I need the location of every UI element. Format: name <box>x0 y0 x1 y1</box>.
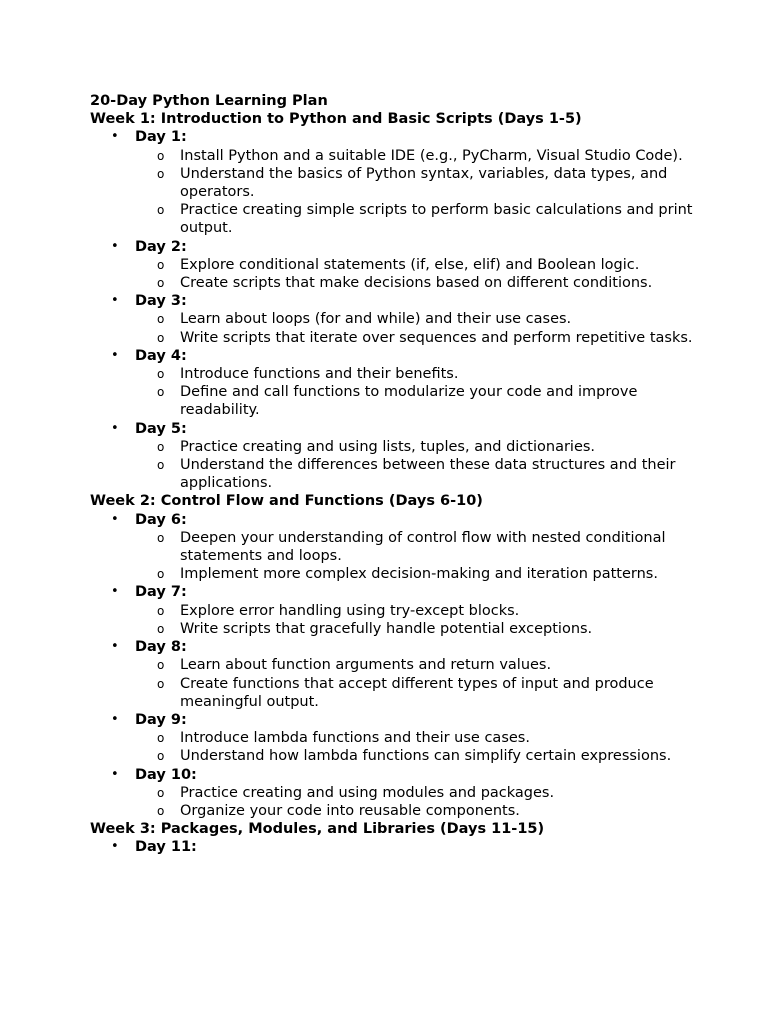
day-item <box>90 638 710 711</box>
week-section <box>90 110 710 492</box>
task-item <box>135 329 710 347</box>
task-item <box>135 201 710 237</box>
circle-bullet-icon: o <box>157 330 165 345</box>
task-item <box>135 729 710 747</box>
task-item <box>135 383 710 419</box>
circle-bullet-icon: o <box>157 367 165 382</box>
task-text: Create functions that accept different types of input and produce meaningful output. <box>180 675 654 710</box>
weeks-container <box>90 110 710 856</box>
task-list <box>135 602 710 638</box>
task-item <box>135 165 710 201</box>
task-list <box>135 365 710 420</box>
bullet-icon: • <box>111 238 119 254</box>
task-item <box>135 784 710 802</box>
task-item <box>135 747 710 765</box>
task-list <box>135 310 710 346</box>
task-text: Practice creating simple scripts to perform basic calculations and print output. <box>180 202 693 237</box>
day-label: Day 11: <box>135 839 197 856</box>
task-text: Define and call functions to modularize your code and improve readability. <box>180 384 638 419</box>
task-item <box>135 438 710 456</box>
bullet-icon: • <box>111 420 119 436</box>
task-item <box>135 602 710 620</box>
day-item <box>90 347 710 420</box>
task-text: Explore conditional statements (if, else, elif) and Boolean logic. <box>180 256 640 273</box>
task-item <box>135 456 710 492</box>
task-item <box>135 620 710 638</box>
week-section <box>90 820 710 856</box>
task-text: Deepen your understanding of control flow with nested conditional statements and loops. <box>180 529 666 565</box>
bullet-icon: • <box>111 129 119 145</box>
week-heading: Week 2: Control Flow and Functions (Days 6-10) <box>90 493 483 510</box>
task-text: Implement more complex decision-making and iteration patterns. <box>180 566 658 583</box>
document-page <box>90 92 710 857</box>
day-item <box>90 511 710 584</box>
bullet-icon: • <box>111 639 119 655</box>
task-text: Understand the differences between these data structures and their applications. <box>180 457 676 492</box>
circle-bullet-icon: o <box>157 785 165 800</box>
circle-bullet-icon: o <box>157 148 165 163</box>
task-list <box>135 656 710 711</box>
circle-bullet-icon: o <box>157 312 165 327</box>
day-item <box>90 420 710 493</box>
task-text: Explore error handling using try-except blocks. <box>180 602 520 619</box>
task-item <box>135 274 710 292</box>
bullet-icon: • <box>111 766 119 782</box>
circle-bullet-icon: o <box>157 567 165 582</box>
day-list <box>90 128 710 492</box>
bullet-icon: • <box>111 839 119 855</box>
task-text: Practice creating and using lists, tuples, and dictionaries. <box>180 438 596 455</box>
task-text: Write scripts that gracefully handle potential exceptions. <box>180 620 593 637</box>
day-item <box>90 766 710 821</box>
task-item <box>135 256 710 274</box>
bullet-icon: • <box>111 293 119 309</box>
week-section <box>90 492 710 820</box>
day-item <box>90 711 710 766</box>
circle-bullet-icon: o <box>157 749 165 764</box>
task-list <box>135 729 710 765</box>
circle-bullet-icon: o <box>157 731 165 746</box>
circle-bullet-icon: o <box>157 530 165 545</box>
day-item <box>90 838 710 856</box>
day-item <box>90 292 710 347</box>
task-text: Understand how lambda functions can simplify certain expressions. <box>180 748 672 765</box>
task-text: Learn about loops (for and while) and their use cases. <box>180 311 572 328</box>
task-text: Organize your code into reusable components. <box>180 802 520 819</box>
task-text: Create scripts that make decisions based on different conditions. <box>180 275 653 292</box>
day-label: Day 5: <box>135 420 187 437</box>
bullet-icon: • <box>111 584 119 600</box>
day-label: Day 7: <box>135 584 187 601</box>
day-list <box>90 838 710 856</box>
day-label: Day 2: <box>135 238 187 255</box>
task-list <box>135 438 710 493</box>
task-text: Introduce lambda functions and their use cases. <box>180 730 530 747</box>
day-label: Day 9: <box>135 711 187 728</box>
week-heading: Week 1: Introduction to Python and Basic Scripts (Days 1-5) <box>90 111 582 128</box>
day-label: Day 3: <box>135 293 187 310</box>
document-title: 20-Day Python Learning Plan <box>90 93 328 109</box>
task-item <box>135 675 710 711</box>
task-list <box>135 147 710 238</box>
day-label: Day 6: <box>135 511 187 528</box>
circle-bullet-icon: o <box>157 621 165 636</box>
day-label: Day 10: <box>135 766 197 783</box>
task-text: Introduce functions and their benefits. <box>180 366 459 383</box>
task-list <box>135 784 710 820</box>
week-heading: Week 3: Packages, Modules, and Libraries (Days 11-15) <box>90 821 545 838</box>
circle-bullet-icon: o <box>157 257 165 272</box>
day-item <box>90 238 710 293</box>
task-text: Install Python and a suitable IDE (e.g., PyCharm, Visual Studio Code). <box>180 147 683 164</box>
bullet-icon: • <box>111 511 119 527</box>
day-item <box>90 583 710 638</box>
circle-bullet-icon: o <box>157 166 165 181</box>
task-text: Practice creating and using modules and packages. <box>180 784 555 801</box>
circle-bullet-icon: o <box>157 203 165 218</box>
bullet-icon: • <box>111 711 119 727</box>
day-label: Day 8: <box>135 639 187 656</box>
circle-bullet-icon: o <box>157 385 165 400</box>
task-text: Write scripts that iterate over sequences and perform repetitive tasks. <box>180 329 693 346</box>
task-item <box>135 310 710 328</box>
task-item <box>135 529 710 565</box>
task-list <box>135 256 710 292</box>
circle-bullet-icon: o <box>157 676 165 691</box>
day-item <box>90 128 710 237</box>
task-item <box>135 802 710 820</box>
circle-bullet-icon: o <box>157 458 165 473</box>
circle-bullet-icon: o <box>157 276 165 291</box>
day-label: Day 4: <box>135 347 187 364</box>
task-item <box>135 147 710 165</box>
circle-bullet-icon: o <box>157 803 165 818</box>
circle-bullet-icon: o <box>157 603 165 618</box>
circle-bullet-icon: o <box>157 439 165 454</box>
day-list <box>90 511 710 820</box>
task-item <box>135 365 710 383</box>
bullet-icon: • <box>111 347 119 363</box>
task-item <box>135 656 710 674</box>
task-list <box>135 529 710 584</box>
circle-bullet-icon: o <box>157 658 165 673</box>
task-text: Understand the basics of Python syntax, variables, data types, and operators. <box>180 165 668 201</box>
day-label: Day 1: <box>135 129 187 146</box>
task-text: Learn about function arguments and return values. <box>180 657 552 674</box>
task-item <box>135 565 710 583</box>
